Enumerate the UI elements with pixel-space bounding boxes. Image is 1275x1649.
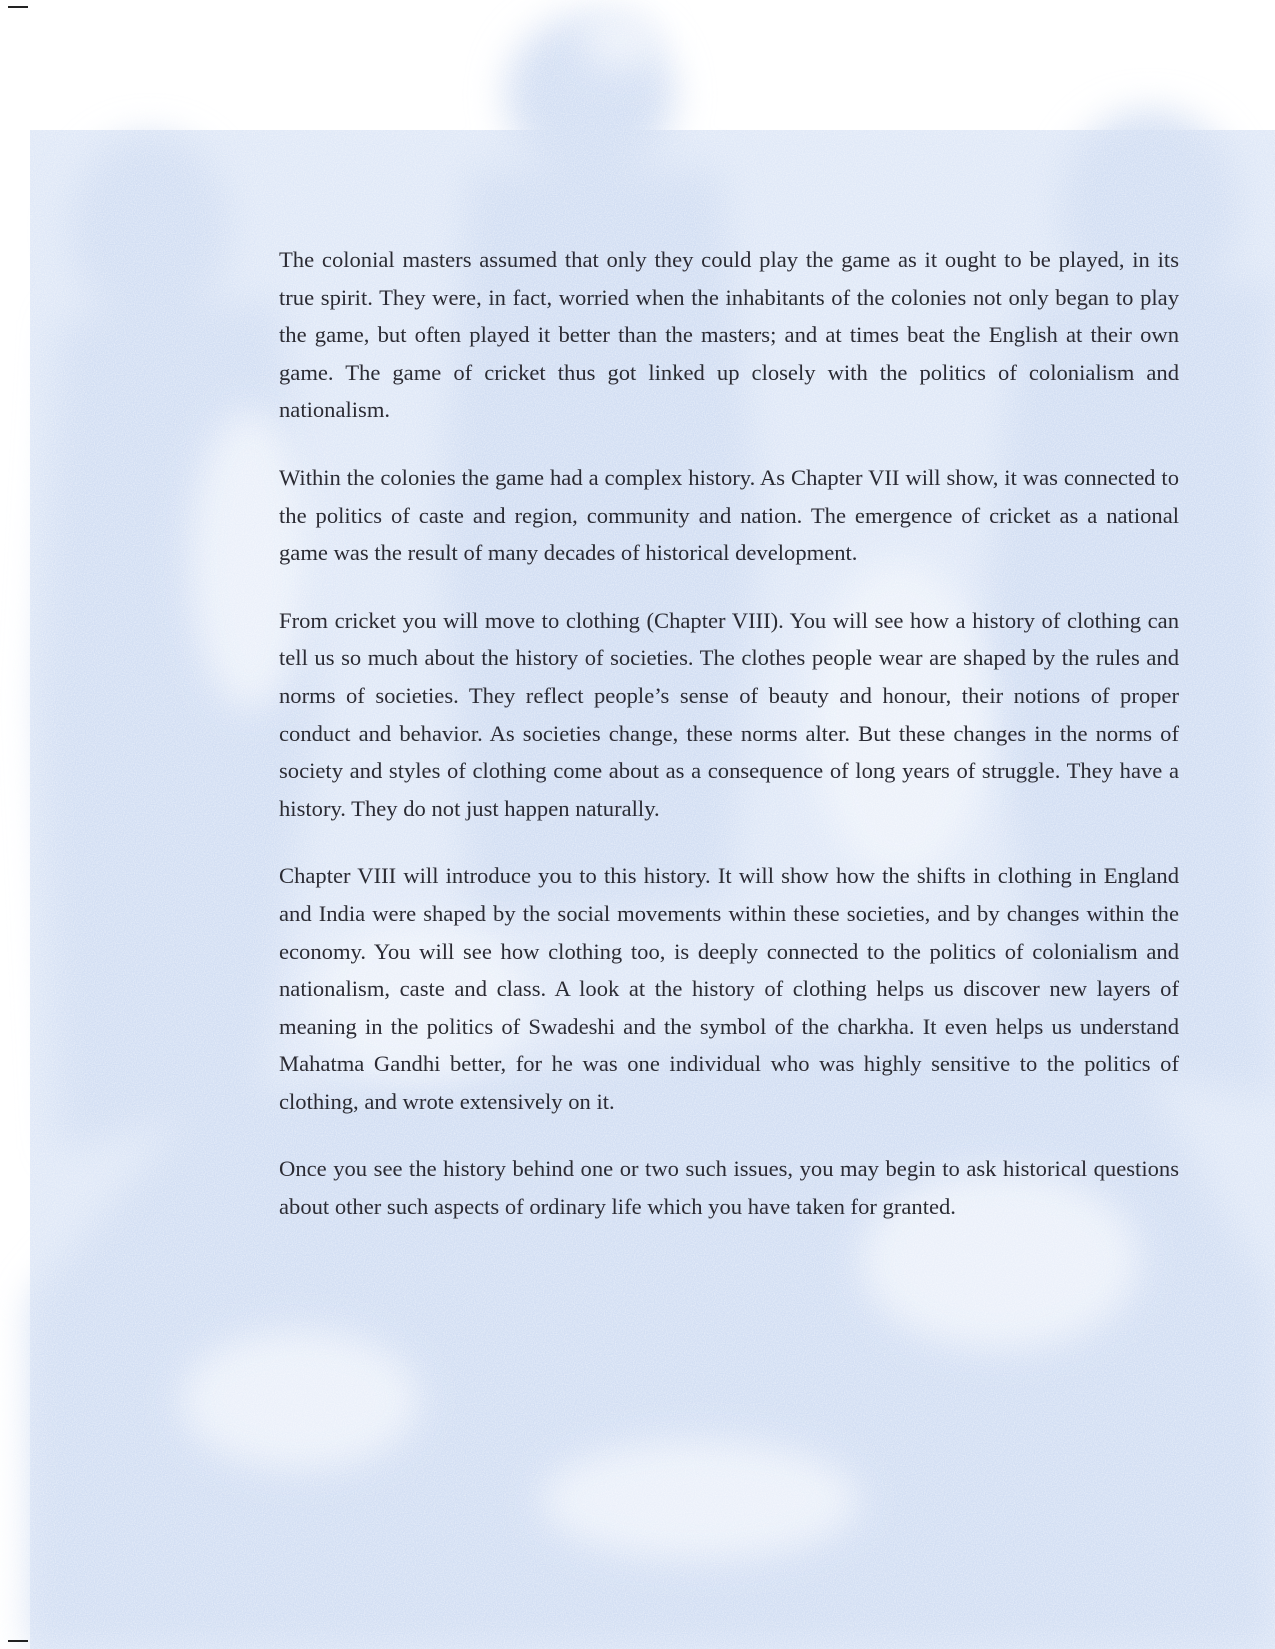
paragraph-cricket-colonial: The colonial masters assumed that only they could play the game as it ought to be played, in its true spirit. They were, in fact, worried when the inhabitants of the colonies not only began to play the game, but often played it better than the masters; and at times beat the English at their own game. The game of cricket thus got linked up closely with the politics of colonialism and nationalism. [279,247,1179,423]
crop-mark-top [8,6,28,8]
paragraph-clothing-intro: From cricket you will move to clothing (Chapter VIII). You will see how a history of clothing can tell us so much about the history of societies. The clothes people wear are shaped by the rules and norms of societies. They reflect people’s sense of beauty and honour, their notions of proper conduct and behavior. As societies change, these norms alter. But these changes in the norms of society and styles of clothing come about as a consequence of long years of struggle. They have a history. They do not just happen naturally. [279,607,1179,821]
paragraph-cricket-history: Within the colonies the game had a complex history. As Chapter VII will show, it was connected to the politics of caste and region, community and nation. The emergence of cricket as a national game was the result of many decades of historical development. [279,464,1179,566]
paragraph-chapter-viii: Chapter VIII will introduce you to this history. It will show how the shifts in clothing in England and India were shaped by the social movements within these societies, and by changes within the economy. You will see how clothing too, is deeply connected to the politics of colonialism and nationalism, caste and class. A look at the history of clothing helps us discover new layers of meaning in the politics of Swadeshi and the symbol of the charkha. It even helps us understand Mahatma Gandhi better, for he was one individual who was highly sensitive to the politics of clothing, and wrote extensively on it. [279,863,1179,1114]
crop-mark-bottom [8,1640,28,1642]
paragraph-closing: Once you see the history behind one or two such issues, you may begin to ask historical questions about other such aspects of ordinary life which you have taken for granted. [279,1156,1179,1220]
body-text [279,241,1179,1256]
